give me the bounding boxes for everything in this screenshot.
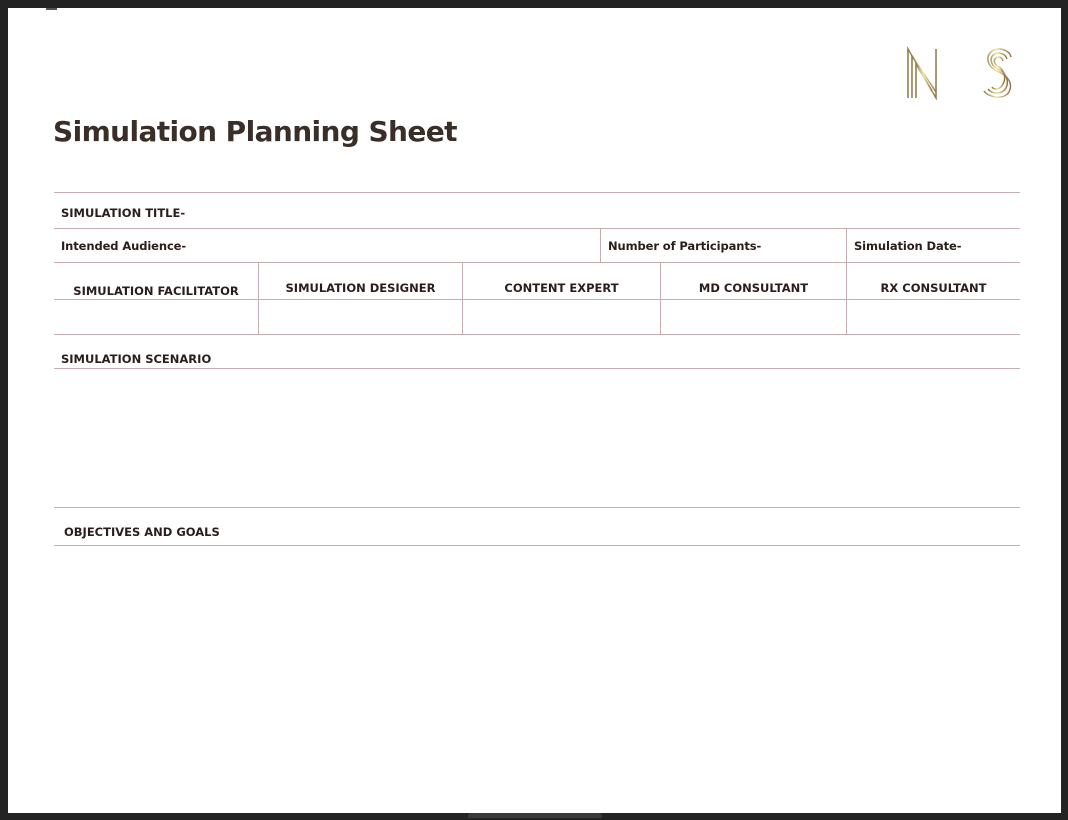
column-divider	[600, 228, 601, 262]
document-title: Simulation Planning Sheet	[53, 115, 457, 148]
intended-audience-label: Intended Audience-	[61, 239, 187, 253]
row-divider	[54, 507, 1020, 508]
page-tab	[468, 813, 602, 818]
column-divider	[660, 262, 661, 334]
role-header-content-expert: CONTENT EXPERT	[504, 281, 619, 295]
document-page	[8, 8, 1061, 813]
nts-logo	[905, 46, 1017, 100]
row-divider	[54, 545, 1020, 546]
number-of-participants-label: Number of Participants-	[608, 239, 762, 253]
row-divider	[54, 262, 1020, 263]
column-divider	[462, 262, 463, 334]
column-divider	[258, 262, 259, 334]
row-divider	[54, 228, 1020, 229]
role-header-rx-consultant: RX CONSULTANT	[880, 281, 987, 295]
role-header-designer: SIMULATION DESIGNER	[285, 281, 436, 295]
objectives-and-goals-label: OBJECTIVES AND GOALS	[64, 525, 220, 539]
simulation-date-label: Simulation Date-	[854, 239, 962, 253]
row-divider	[54, 334, 1020, 335]
planning-form	[54, 192, 1020, 746]
simulation-scenario-label: SIMULATION SCENARIO	[61, 352, 212, 366]
role-header-facilitator: SIMULATION FACILITATOR	[73, 284, 239, 298]
row-divider	[54, 368, 1020, 369]
row-divider	[54, 192, 1020, 193]
corner-mark	[46, 8, 57, 10]
row-divider	[54, 299, 1020, 300]
role-header-md-consultant: MD CONSULTANT	[698, 281, 809, 295]
simulation-title-label: SIMULATION TITLE-	[61, 206, 186, 220]
